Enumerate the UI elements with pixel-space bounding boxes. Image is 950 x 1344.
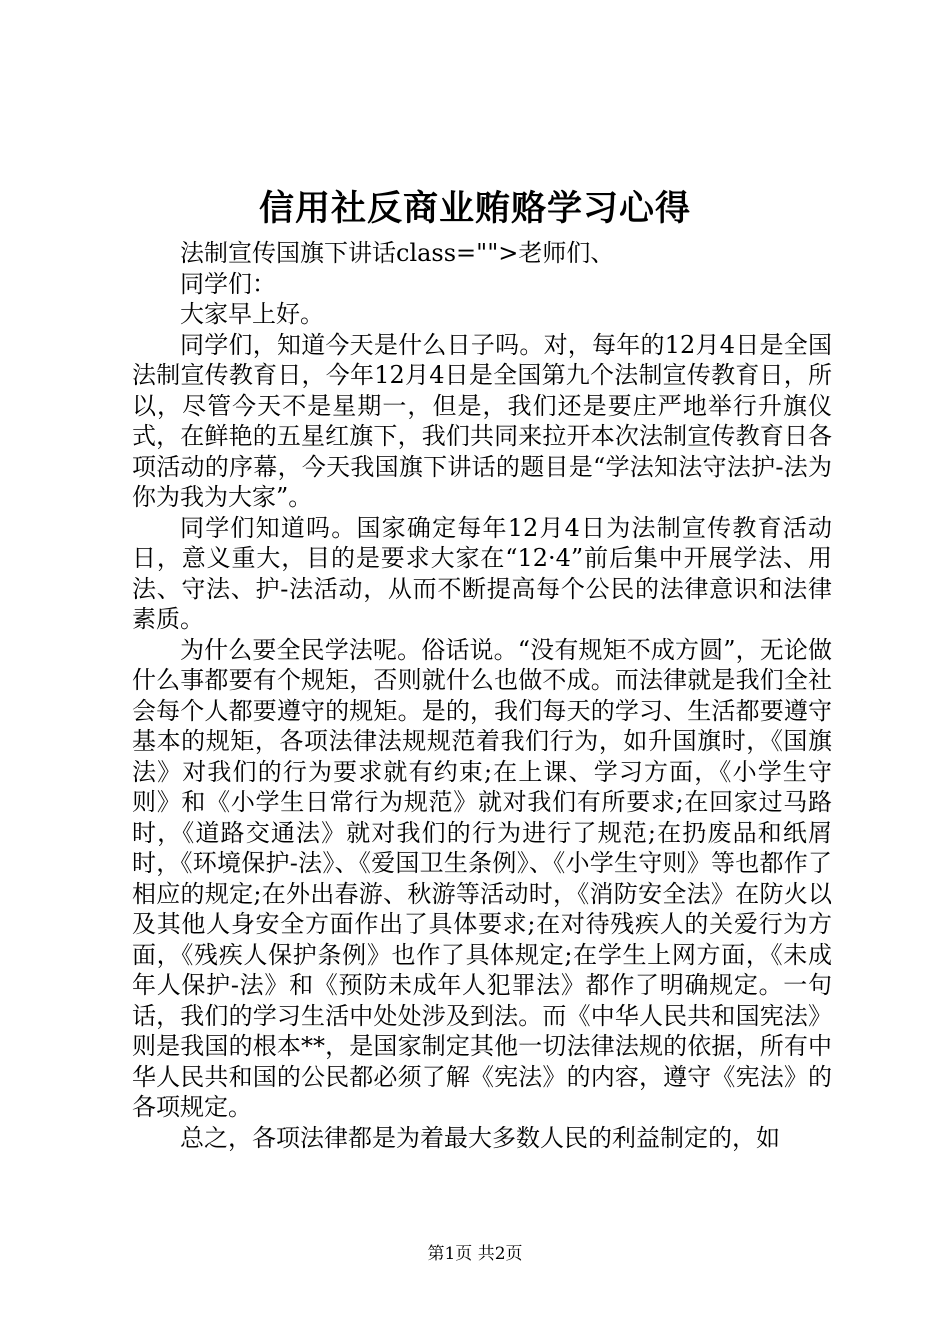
- paragraph: 同学们：: [180, 269, 276, 298]
- document-body: [132, 238, 832, 1153]
- paragraph: 同学们，知道今天是什么日子吗。对，每年的12月4日是全国法制宣传教育日，今年12月4日是全国第九个法制宣传教育日，所以，尽管今天不是星期一，但是，我们还是要庄严地举行升旗仪式，在鲜艳的五星红旗下，我们共同来拉开本次法制宣传教育日各项活动的序幕，今天我国旗下讲话的题目是“学法知法守法护-法为你为我为大家”。: [132, 330, 832, 511]
- paragraph: 法制宣传国旗下讲话class="">老师们、: [180, 239, 615, 267]
- paragraph: 总之，各项法律都是为着最大多数人民的利益制定的，如: [180, 1123, 780, 1152]
- paragraph: 大家早上好。: [180, 300, 324, 328]
- paragraph: 同学们知道吗。国家确定每年12月4日为法制宣传教育活动日，意义重大，目的是要求大家在“12·4”前后集中开展学法、用法、守法、护-法活动，从而不断提高每个公民的法律意识和法律素质。: [132, 513, 832, 633]
- paragraph: 为什么要全民学法呢。俗话说。“没有规矩不成方圆”，无论做什么事都要有个规矩，否则就什么也做不成。而法律就是我们全社会每个人都要遵守的规矩。是的，我们每天的学习、生活都要遵守基本的规矩，各项法律法规规范着我们行为，如升国旗时，《国旗法》对我们的行为要求就有约束;在上课、学习方面，《小学生守则》和《小学生日常行为规范》就对我们有所要求;在回家过马路时，《道路交通法》就对我们的行为进行了规范;在扔废品和纸屑时，《环境保护-法》、《爱国卫生条例》、《小学生守则》等也都作了相应的规定;在外出春游、秋游等活动时，《消防安全法》在防火以及其他人身安全方面作出了具体要求;在对待残疾人的关爱行为方面，《残疾人保护条例》也作了具体规定;在学生上网方面，《未成年人保护-法》和《预防未成年人犯罪法》都作了明确规定。一句话，我们的学习生活中处处涉及到法。而《中华人民共和国宪法》则是我国的根本**，是国家制定其他一切法律法规的依据，所有中华人民共和国的公民都必须了解《宪法》的内容，遵守《宪法》的各项规定。: [132, 635, 832, 1121]
- document-title: 信用社反商业贿赂学习心得: [258, 188, 691, 229]
- page-footer: 第1页 共2页: [427, 1244, 523, 1264]
